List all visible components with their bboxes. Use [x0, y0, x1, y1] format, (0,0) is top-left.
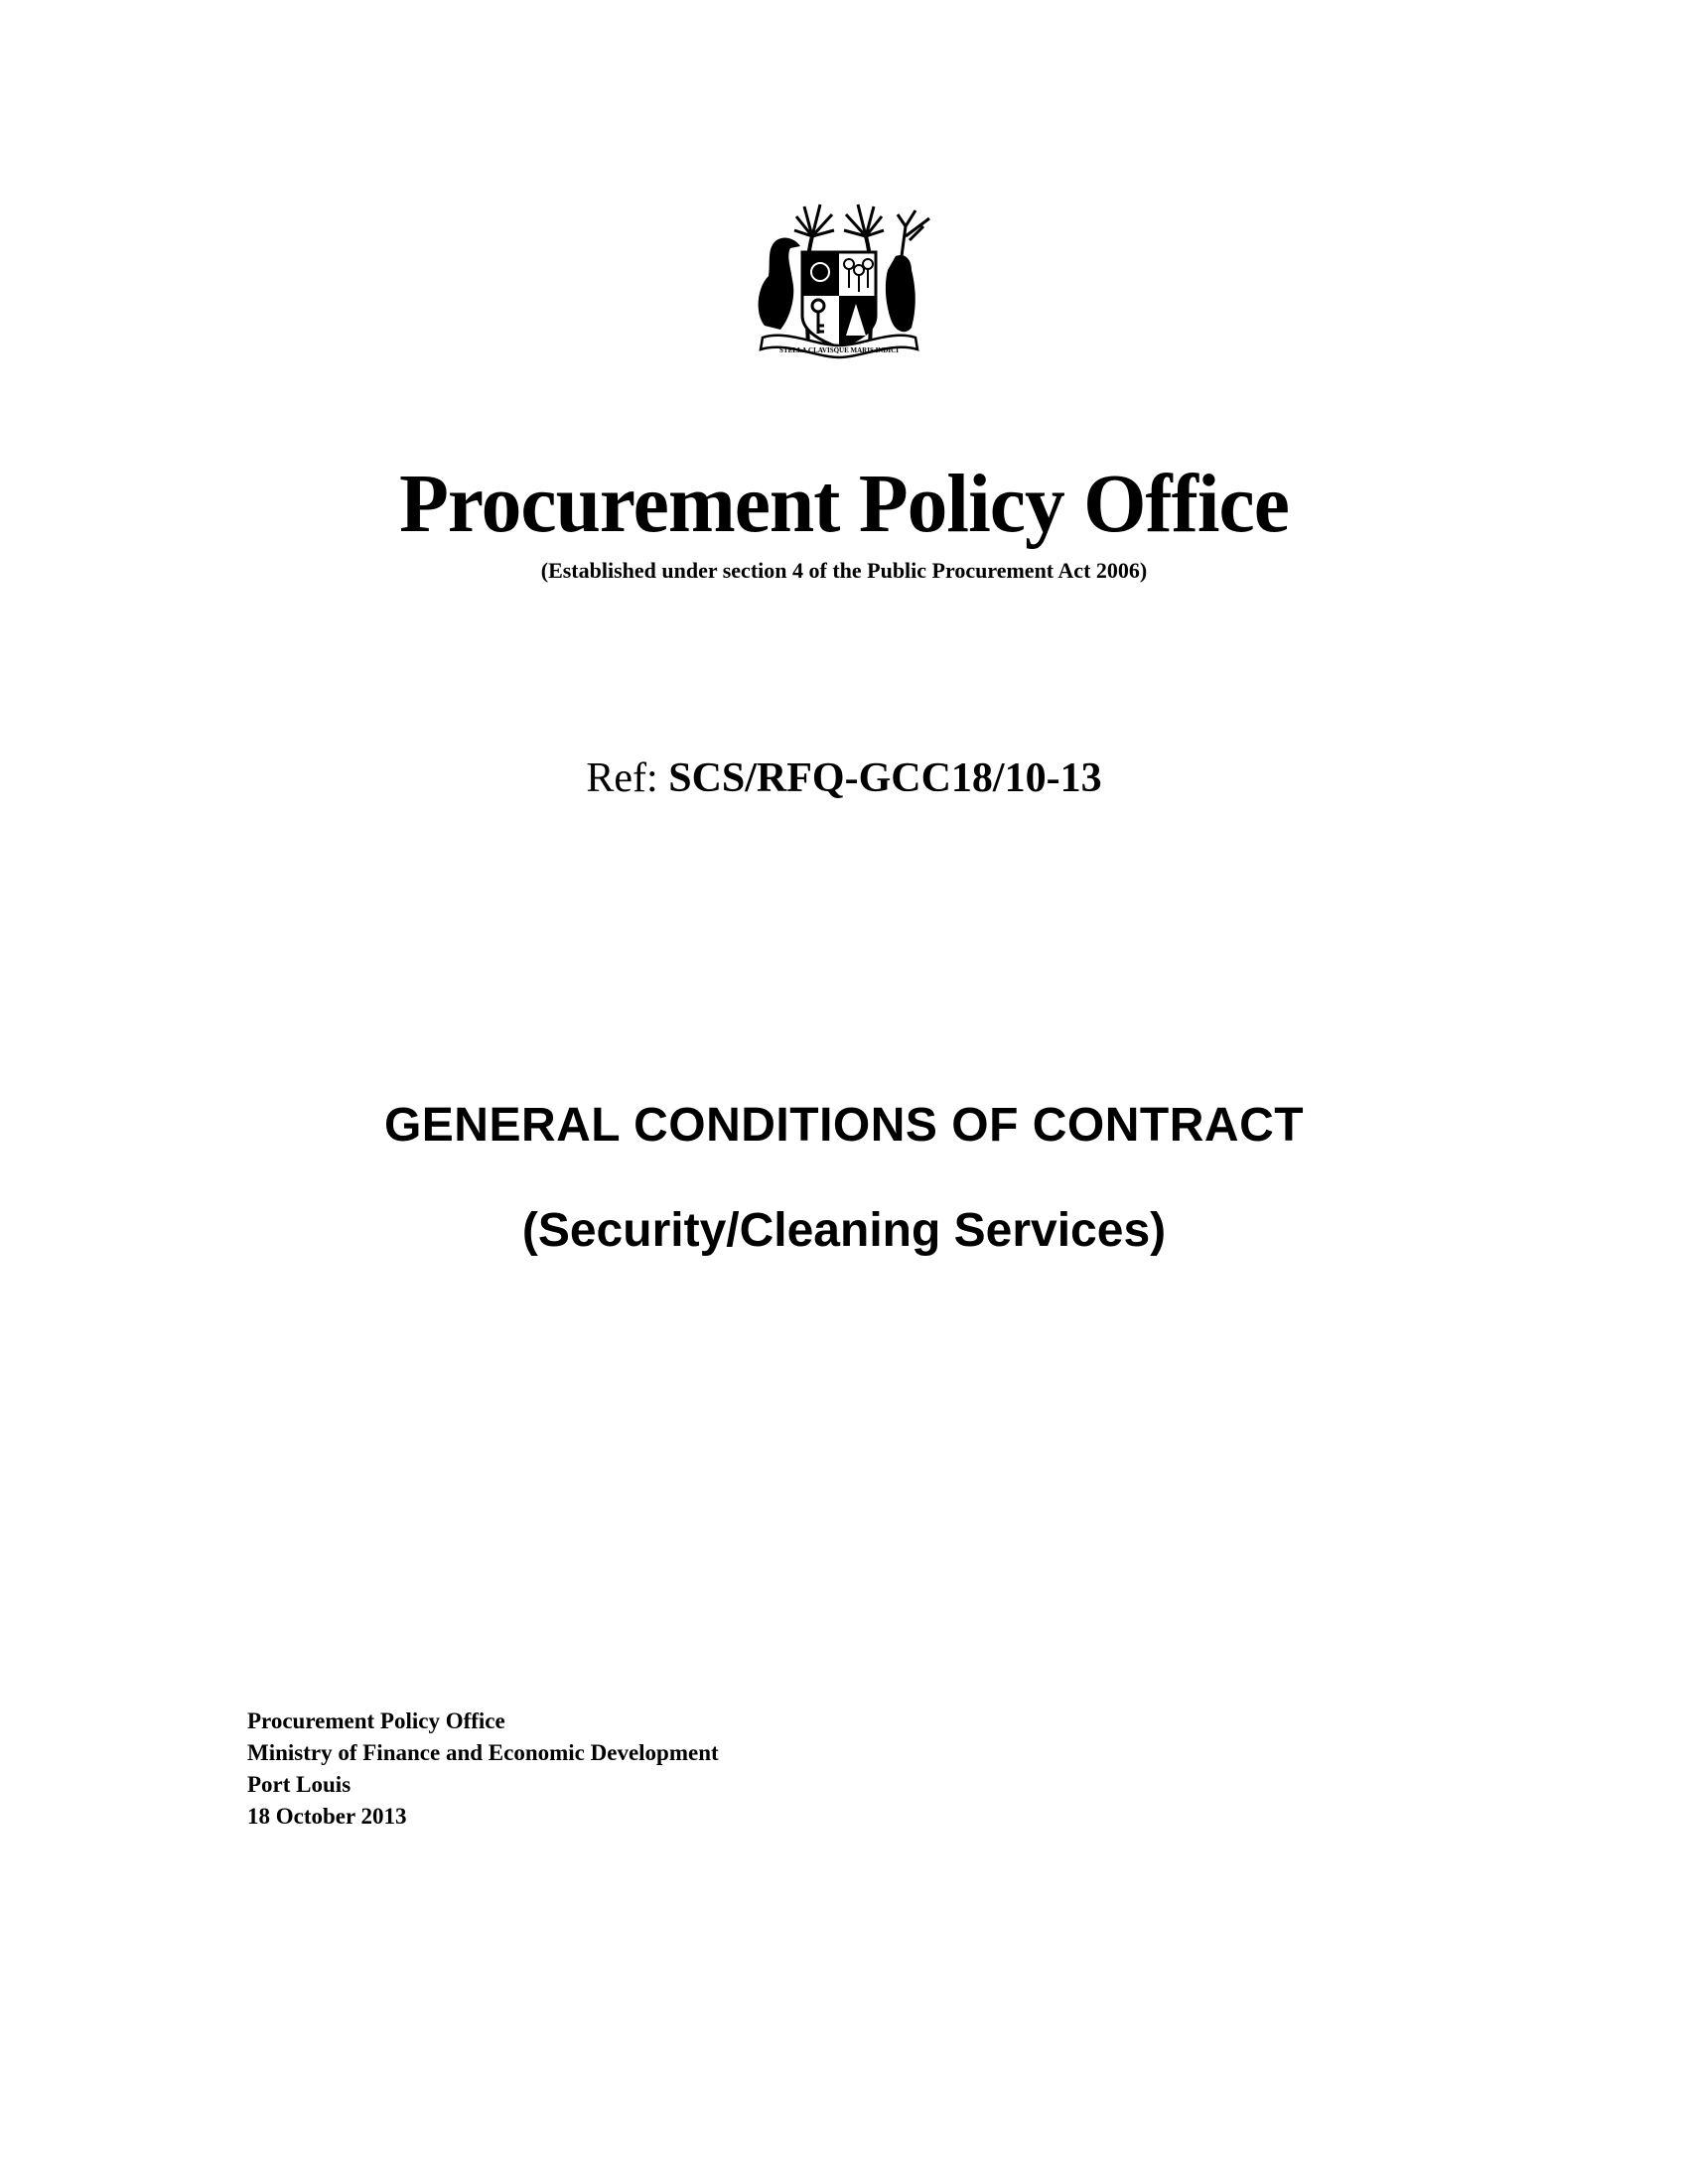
footer-date: 18 October 2013 — [247, 1804, 407, 1829]
page-title: Procurement Policy Office — [399, 458, 1289, 550]
footer-ministry: Ministry of Finance and Economic Development — [247, 1740, 719, 1765]
document-title: GENERAL CONDITIONS OF CONTRACT — [383, 1099, 1305, 1152]
footer-office: Procurement Policy Office — [247, 1708, 505, 1733]
reference-code: SCS/RFQ-GCC18/10-13 — [668, 755, 1102, 801]
footer-city: Port Louis — [247, 1772, 352, 1797]
coat-of-arms-icon — [747, 197, 931, 359]
established-note: (Established under section 4 of the Public Procurement Act 2006) — [540, 558, 1148, 583]
reference — [0, 752, 1688, 804]
svg-text:STELLA CLAVISQUE MARIS INDICI: STELLA CLAVISQUE MARIS INDICI — [779, 346, 899, 354]
document-subtitle: (Security/Cleaning Services) — [521, 1204, 1167, 1257]
reference-label: Ref: — [586, 755, 669, 801]
footer-address — [247, 1706, 719, 1833]
